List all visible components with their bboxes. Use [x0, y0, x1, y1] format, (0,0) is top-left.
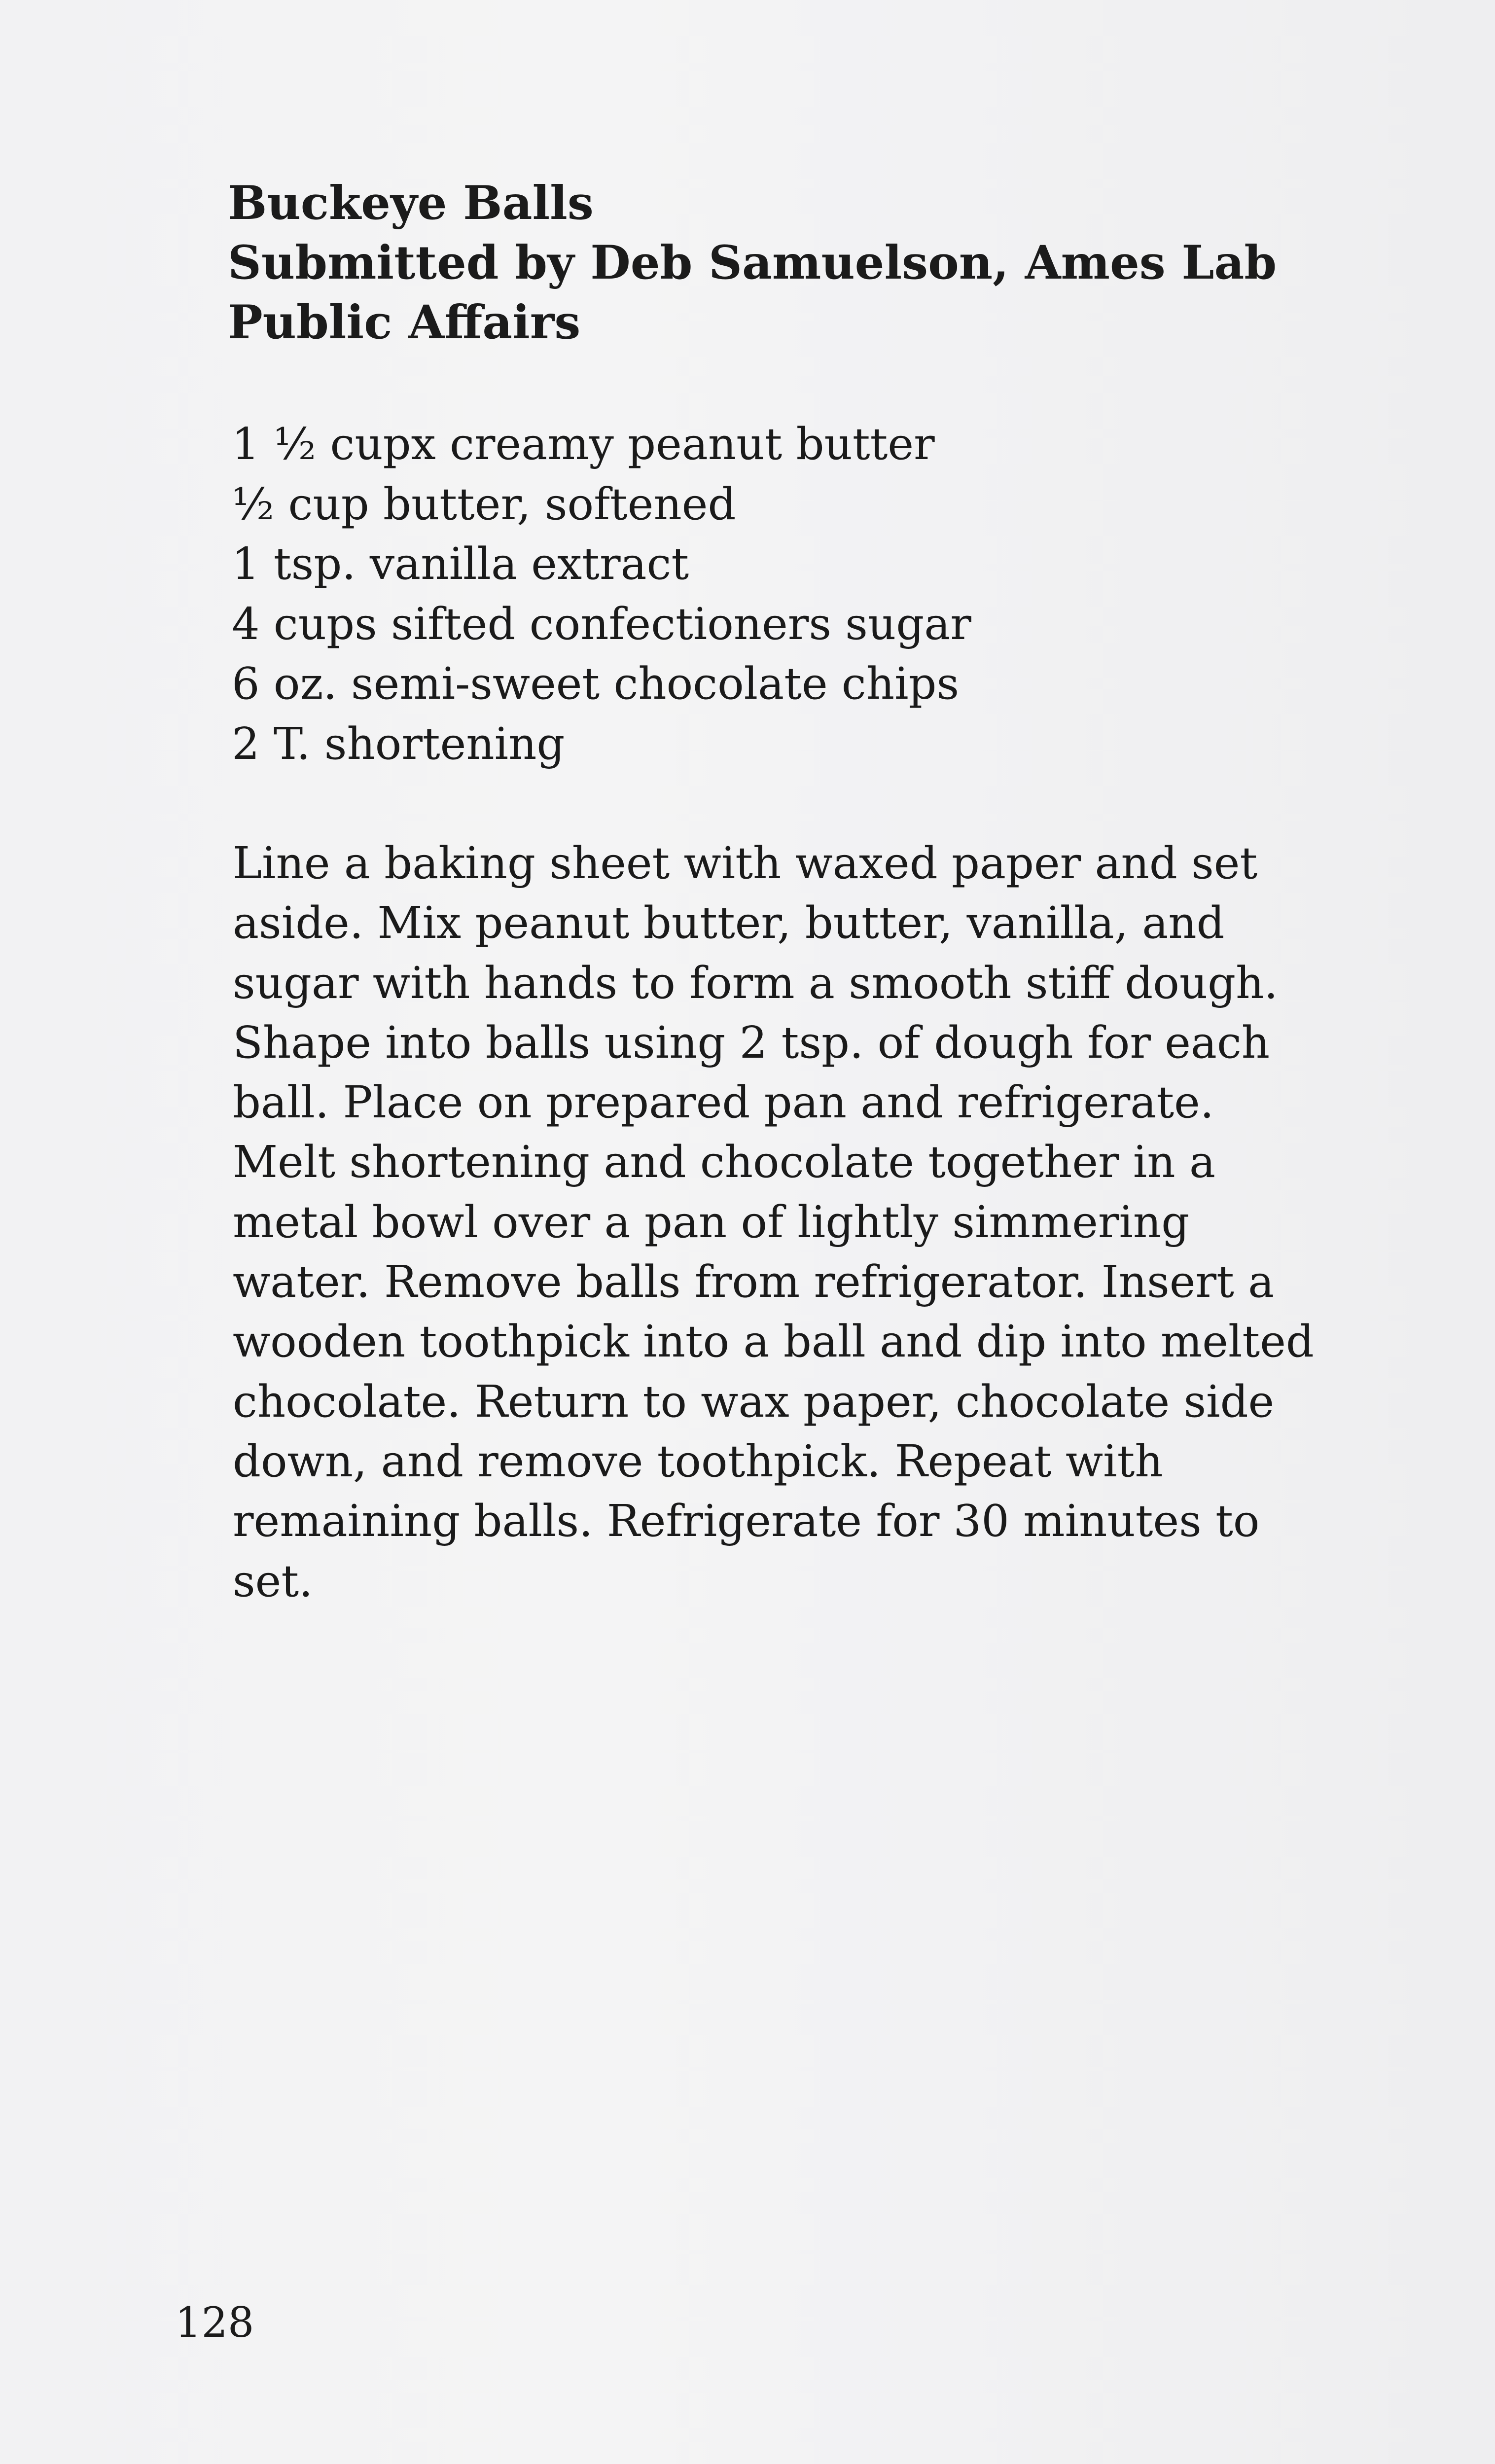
directions-line: water. Remove balls from refrigerator. Insert a	[233, 1256, 1275, 1308]
recipe-title	[228, 174, 1362, 353]
ingredient-list	[232, 414, 1366, 774]
directions-line: wooden toothpick into a ball and dip into melted	[233, 1316, 1314, 1367]
ingredient-item: 1 ½ cupx creamy peanut butter	[232, 418, 935, 469]
directions-line: Melt shortening and chocolate together in a	[233, 1136, 1216, 1188]
directions-line: remaining balls. Refrigerate for 30 minutes to	[233, 1495, 1260, 1547]
directions-line: Line a baking sheet with waxed paper and set	[233, 837, 1258, 889]
ingredient-item: 2 T. shortening	[232, 717, 565, 769]
ingredient-item: 4 cups sifted confectioners sugar	[232, 598, 971, 649]
directions-line: set.	[233, 1555, 313, 1607]
directions-line: sugar with hands to form a smooth stiff dough.	[233, 957, 1278, 1008]
directions-line: Shape into balls using 2 tsp. of dough for each	[233, 1016, 1270, 1068]
ingredient-item: 1 tsp. vanilla extract	[232, 538, 689, 589]
directions-line: aside. Mix peanut butter, butter, vanilla, and	[233, 897, 1225, 949]
page-number: 128	[175, 2298, 254, 2347]
title-line: Public Affairs	[228, 295, 581, 350]
directions-line: chocolate. Return to wax paper, chocolate side	[233, 1375, 1275, 1427]
recipe-directions	[233, 833, 1382, 1611]
ingredient-item: ½ cup butter, softened	[232, 478, 736, 530]
ingredient-item: 6 oz. semi-sweet chocolate chips	[232, 658, 960, 709]
directions-line: ball. Place on prepared pan and refrigerate.	[233, 1076, 1214, 1128]
title-line: Submitted by Deb Samuelson, Ames Lab	[228, 236, 1277, 290]
directions-line: down, and remove toothpick. Repeat with	[233, 1435, 1163, 1487]
directions-line: metal bowl over a pan of lightly simmering	[233, 1196, 1190, 1248]
title-line: Buckeye Balls	[228, 176, 594, 230]
